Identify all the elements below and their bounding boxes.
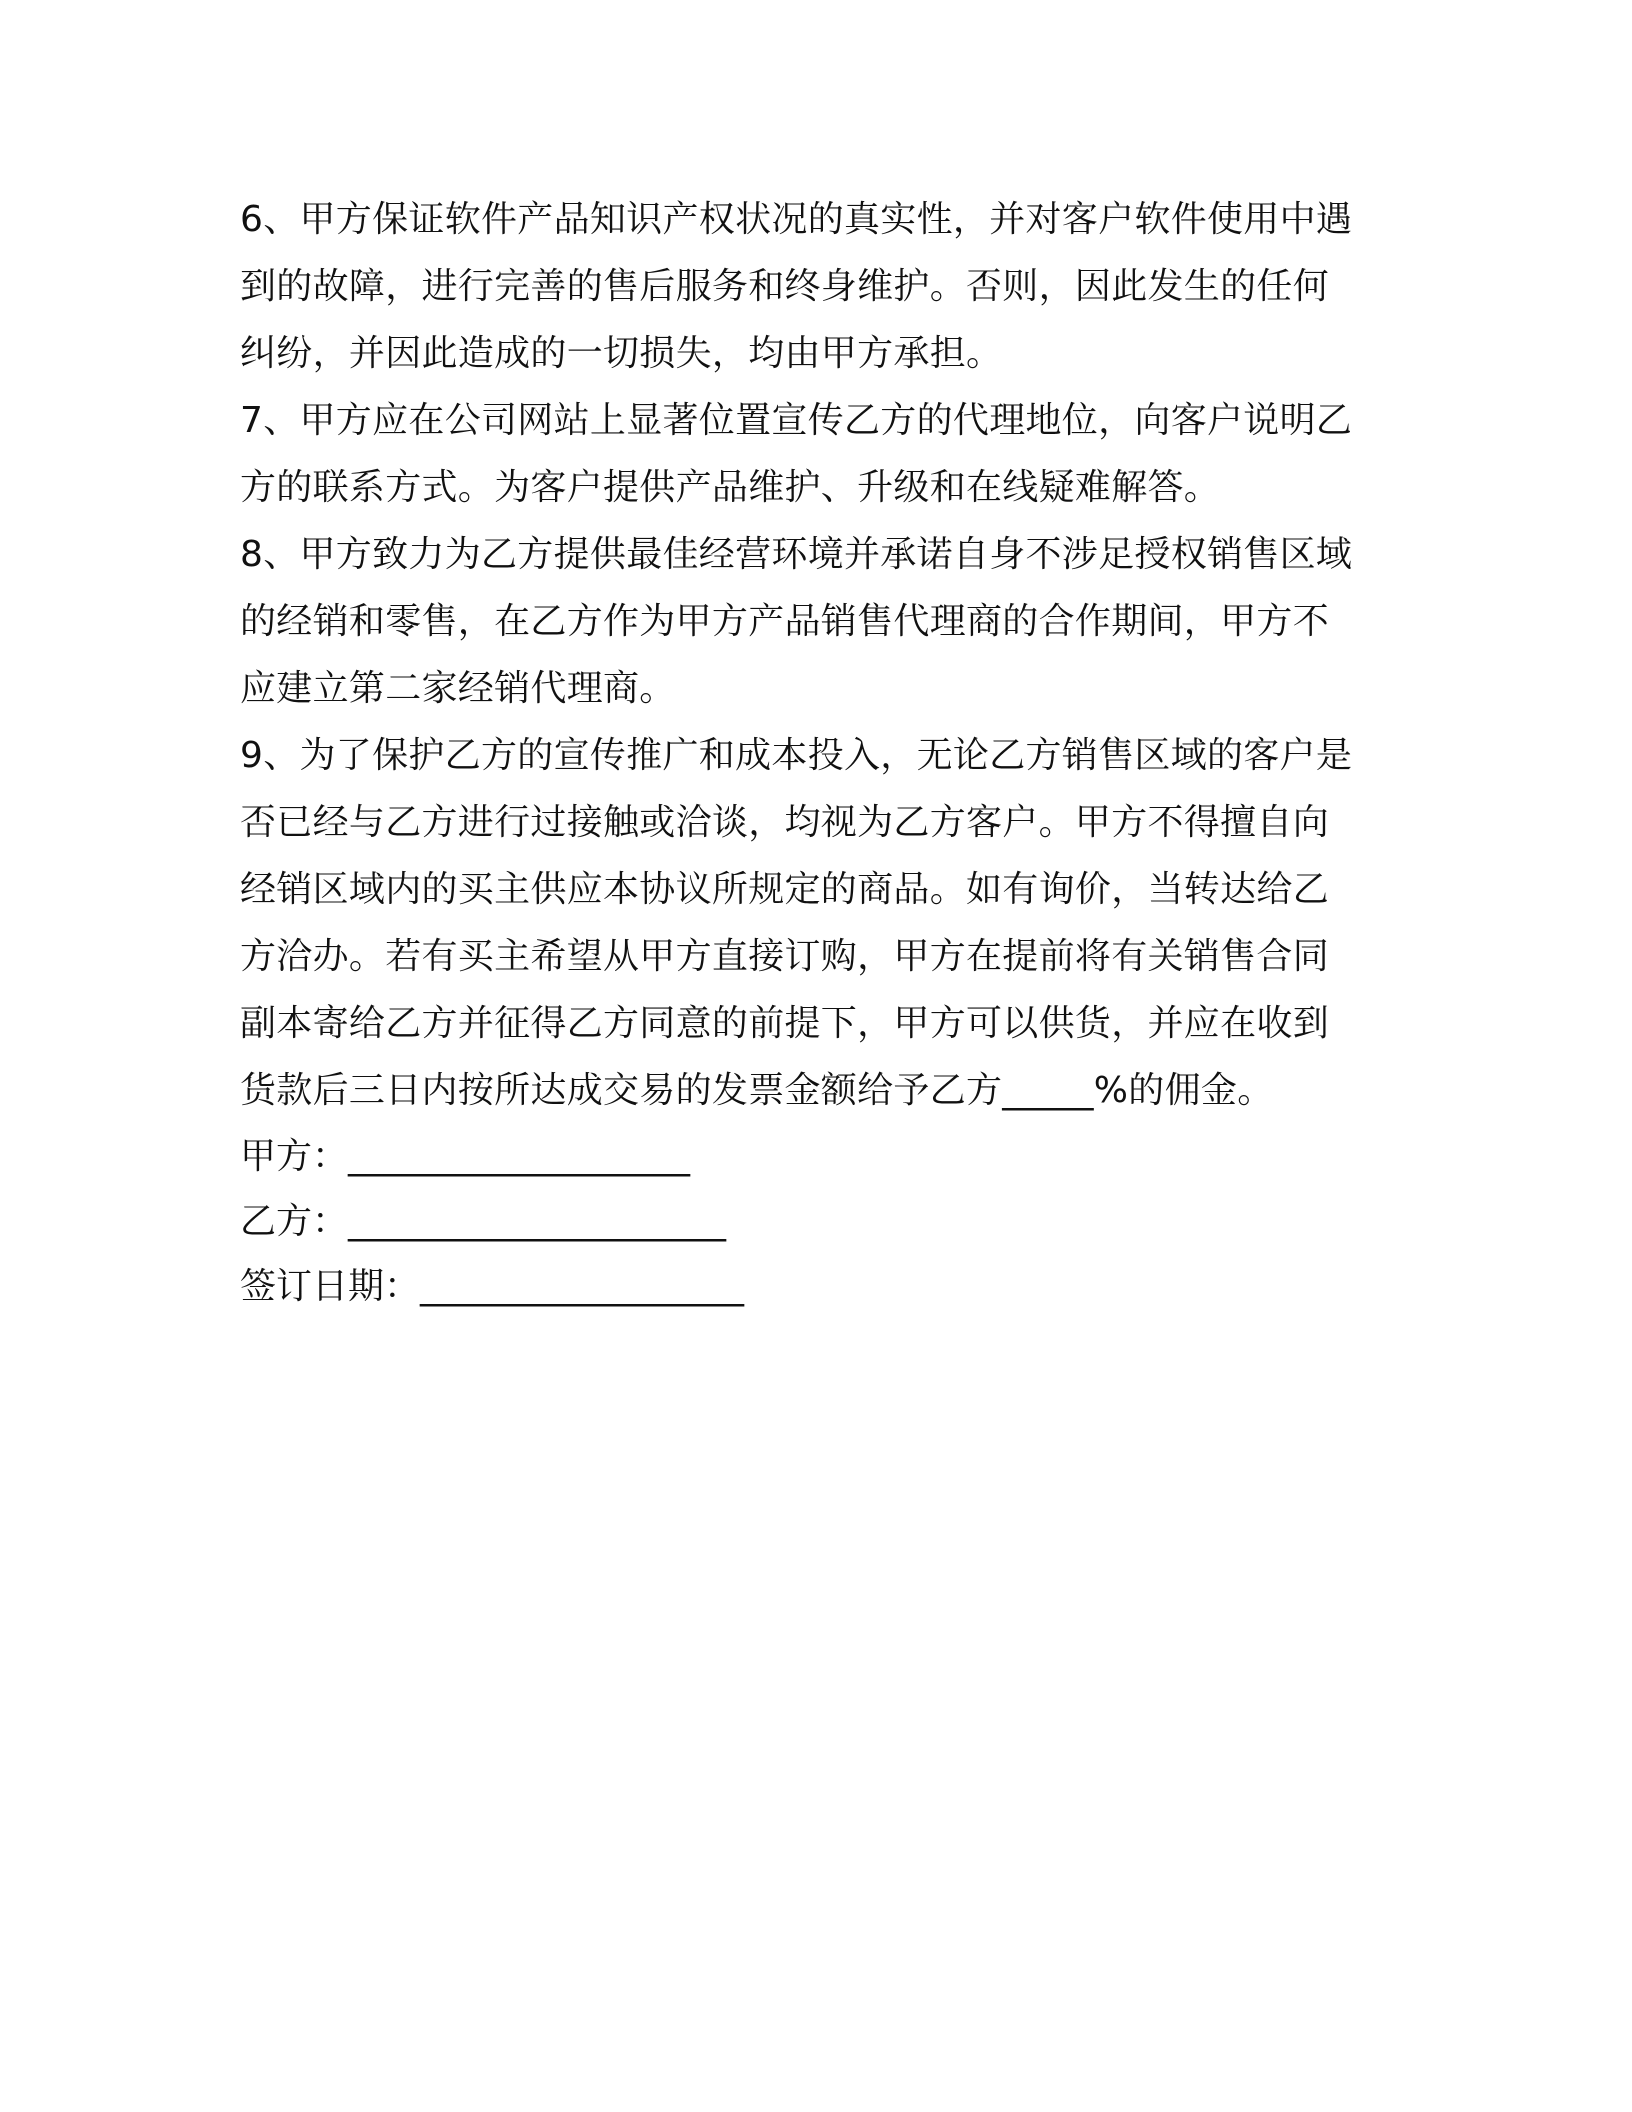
clause-line: 7、甲方应在公司网站上显著位置宣传乙方的代理地位，向客户说明乙 <box>240 400 1353 441</box>
clause-8 <box>240 521 1400 722</box>
clause-line: 6、甲方保证软件产品知识产权状况的真实性，并对客户软件使用中遇 <box>240 199 1353 240</box>
clause-line: 的经销和零售，在乙方作为甲方产品销售代理商的合作期间，甲方不 <box>240 601 1330 642</box>
party-a-signature-text: 甲方：___________________ <box>240 1136 691 1177</box>
clause-line: 经销区域内的买主供应本协议所规定的商品。如有询价，当转达给乙 <box>240 869 1330 910</box>
clause-line: 到的故障，进行完善的售后服务和终身维护。否则，因此发生的任何 <box>240 266 1330 307</box>
clause-7 <box>240 387 1400 521</box>
clause-line: 方洽办。若有买主希望从甲方直接订购，甲方在提前将有关销售合同 <box>240 936 1330 977</box>
party-b-signature-text: 乙方：_____________________ <box>240 1201 727 1242</box>
party-a-signature-line <box>240 1124 1400 1189</box>
clause-line: 否已经与乙方进行过接触或洽谈，均视为乙方客户。甲方不得擅自向 <box>240 802 1330 843</box>
clause-line: 方的联系方式。为客户提供产品维护、升级和在线疑难解答。 <box>240 467 1221 508</box>
clause-line: 8、甲方致力为乙方提供最佳经营环境并承诺自身不涉足授权销售区域 <box>240 534 1353 575</box>
signing-date-text: 签订日期：__________________ <box>240 1266 745 1307</box>
clause-line: 货款后三日内按所达成交易的发票金额给予乙方_____%的佣金。 <box>240 1070 1274 1111</box>
clause-6 <box>240 186 1400 387</box>
clause-9 <box>240 722 1400 1124</box>
signing-date-line <box>240 1254 1400 1319</box>
clause-line: 9、为了保护乙方的宣传推广和成本投入，无论乙方销售区域的客户是 <box>240 735 1353 776</box>
clause-line: 纠纷，并因此造成的一切损失，均由甲方承担。 <box>240 333 1003 374</box>
party-b-signature-line <box>240 1189 1400 1254</box>
clause-line: 副本寄给乙方并征得乙方同意的前提下，甲方可以供货，并应在收到 <box>240 1003 1330 1044</box>
clause-line: 应建立第二家经销代理商。 <box>240 668 676 709</box>
document-body <box>240 186 1400 1319</box>
